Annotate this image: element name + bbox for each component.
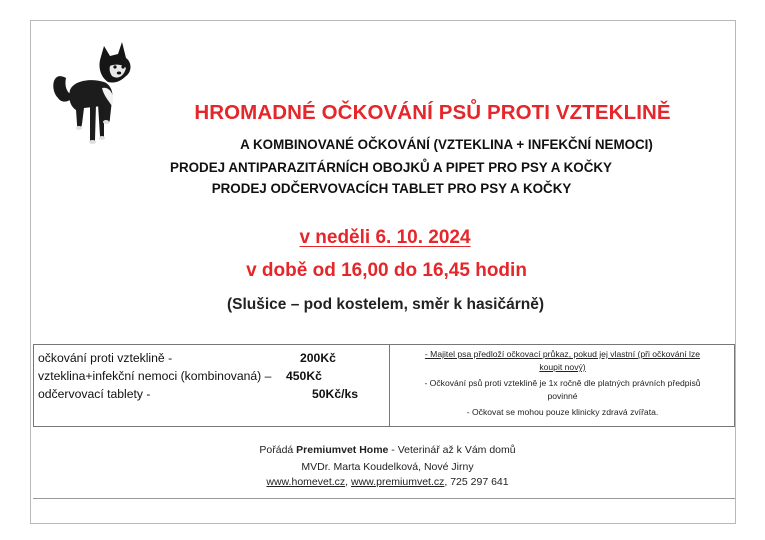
price-row	[38, 349, 336, 367]
organizer-suffix: - Veterinář až k Vám domů	[388, 444, 516, 456]
page-title: HROMADNÉ OČKOVÁNÍ PSŮ PROTI VZTEKLINĚ	[194, 101, 671, 124]
note-2: - Očkování psů proti vzteklině je 1x ročně dle platných právních předpisů	[424, 378, 701, 388]
price-row	[38, 367, 322, 385]
organizer-contacts	[0, 474, 765, 491]
phone-number: , 725 297 641	[444, 476, 509, 488]
note-1: - Majitel psa předloží očkovací průkaz, pokud jej vlastní (při očkování lze	[424, 349, 701, 359]
organizer-line	[0, 442, 765, 459]
price-amount: 200Kč	[300, 351, 336, 365]
note-3: - Očkovat se mohou pouze klinicky zdravá zvířata.	[466, 407, 659, 417]
date-prefix: v neděli	[299, 227, 376, 248]
date-value: 6. 10. 2024	[375, 227, 471, 248]
bottom-divider	[33, 498, 735, 499]
price-amount: 50Kč/ks	[312, 387, 359, 401]
box-divider	[389, 345, 390, 426]
dog-silhouette-icon	[44, 40, 144, 150]
info-box	[33, 344, 735, 427]
price-list	[38, 349, 359, 403]
price-label: očkování proti vzteklině -	[38, 351, 173, 365]
price-label: vzteklina+infekční nemoci (kombinovaná) –	[38, 369, 272, 383]
price-label: odčervovací tablety -	[38, 387, 151, 401]
price-row	[38, 385, 359, 403]
premiumvet-link[interactable]: www.premiumvet.cz	[351, 476, 445, 488]
organizer-doctor: MVDr. Marta Koudelková, Nové Jirny	[301, 461, 474, 473]
subtitle-line-3: PRODEJ ODČERVOVACÍCH TABLET PRO PSY A KOČKY	[211, 181, 572, 196]
event-date	[0, 227, 765, 249]
homevet-link[interactable]: www.homevet.cz	[266, 476, 346, 488]
note-2-cont: povinné	[547, 391, 578, 401]
price-amount: 450Kč	[286, 369, 322, 383]
event-place: (Slušice – pod kostelem, směr k hasičárně)	[226, 296, 545, 313]
subtitle-line-1: A KOMBINOVANÉ OČKOVÁNÍ (VZTEKLINA + INFEKČNÍ NEMOCI)	[240, 137, 653, 152]
subtitle-line-2: PRODEJ ANTIPARAZITÁRNÍCH OBOJKŮ A PIPET PRO PSY A KOČKY	[170, 160, 612, 175]
notes-list	[391, 348, 734, 419]
organizer-name: Premiumvet Home	[296, 444, 389, 456]
link-separator: ,	[345, 476, 352, 488]
event-time: v době od 16,00 do 16,45 hodin	[246, 260, 527, 281]
organizer-prefix: Pořádá	[259, 444, 297, 456]
note-1-cont: koupit nový)	[539, 362, 586, 372]
